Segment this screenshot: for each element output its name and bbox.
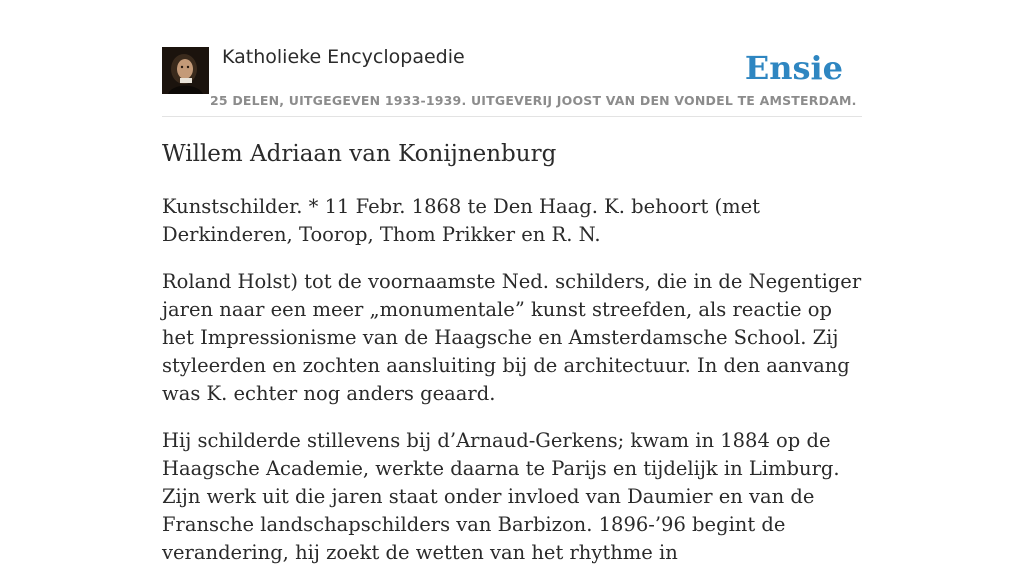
publication-avatar[interactable] bbox=[162, 47, 209, 94]
article-paragraph: Kunstschilder. * 11 Febr. 1868 te Den Haag. K. behoort (met Derkinderen, Toorop, Thom Prikker en R. N. bbox=[162, 195, 761, 246]
article-title: Willem Adriaan van Konijnenburg bbox=[162, 141, 557, 167]
publication-title[interactable]: Katholieke Encyclopaedie bbox=[222, 46, 465, 68]
article-paragraph: Roland Holst) tot de voornaamste Ned. schilders, die in de Negentiger jaren naar een meer „monumentale” kunst streefden, als reactie op het Impressionisme van de Haagsche en Amsterdamsche School. Zij styleerden en zochten aansluiting bij de architectuur. In den aanvang was K. echter nog anders geaard. bbox=[162, 270, 862, 405]
publication-header bbox=[162, 46, 862, 117]
article-paragraph: Hij schilderde stillevens bij d’Arnaud-Gerkens; kwam in 1884 op de Haagsche Academie, werkte daarna te Parijs en tijdelijk in Limburg. Zijn werk uit die jaren staat onder invloed van Daumier en van de Fransche landschapschilders van Barbizon. 1896-’96 begint de verandering, hij zoekt de wetten van het rhythme in bbox=[162, 429, 840, 564]
brand-logo-link[interactable]: Ensie bbox=[744, 49, 843, 87]
portrait-avatar-icon bbox=[162, 47, 209, 94]
article bbox=[162, 136, 862, 586]
publication-subtitle: 25 DELEN, UITGEGEVEN 1933-1939. UITGEVERIJ JOOST VAN DEN VONDEL TE AMSTERDAM. bbox=[210, 93, 857, 108]
